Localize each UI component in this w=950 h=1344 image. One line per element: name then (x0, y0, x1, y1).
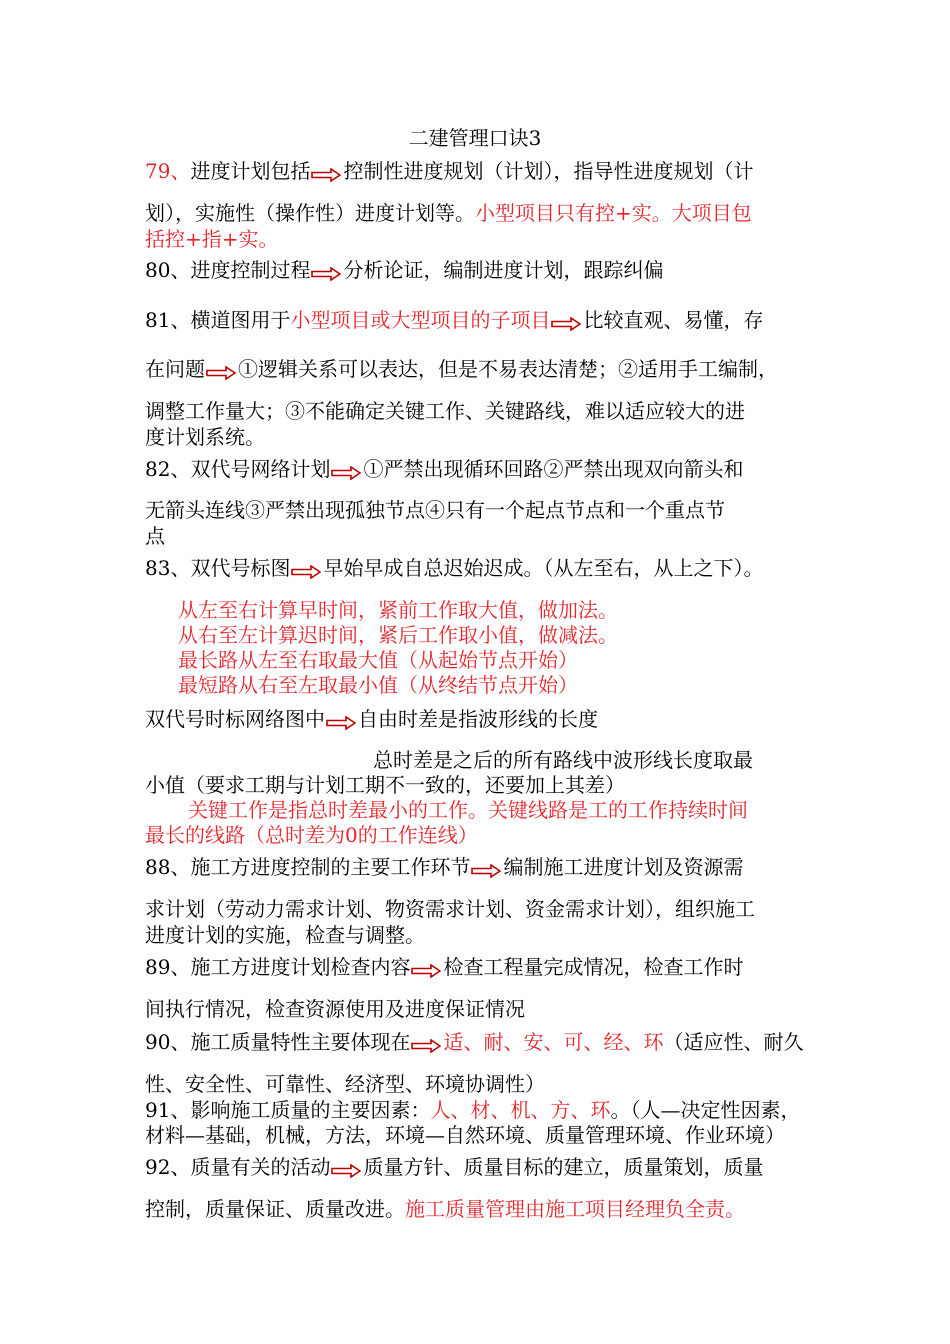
item-90-line-2: 性、安全性、可靠性、经济型、环境协调性） (145, 1072, 545, 1096)
item-83-rule-3: 最长路从左至右取最大值（从起始节点开始） (178, 648, 578, 672)
item-82-line-3: 点 (145, 524, 165, 548)
item-81-line-3: 调整工作量大；③不能确定关键工作、关键路线，难以适应较大的进 (145, 399, 745, 423)
item-83-line-4: 小值（要求工期与计划工期不一致的，还要加上其差） (145, 773, 625, 797)
item-83-line-2: 双代号时标网络图中 自由时差是指波形线的长度 (145, 707, 598, 731)
item-79-line-1: 79、进度计划包括 控制性进度规划（计划），指导性进度规划（计 (145, 159, 754, 183)
item-83-rule-4: 最短路从右至左取最小值（从终结节点开始） (178, 673, 578, 697)
item-88-line-2: 求计划（劳动力需求计划、物资需求计划、资金需求计划），组织施工 (145, 897, 755, 921)
item-81-line-4: 度计划系统。 (145, 425, 265, 449)
item-83-rule-2: 从右至左计算迟时间，紧后工作取小值，做减法。 (178, 623, 618, 647)
right-arrow-icon (471, 864, 501, 878)
item-83-line-3: 总时差是之后的所有路线中波形线长度取最 (373, 748, 753, 772)
right-arrow-icon (411, 964, 441, 978)
item-92-highlight: 施工质量管理由施工项目经理负全责。 (405, 1197, 745, 1221)
item-92-line-2: 控制，质量保证、质量改进。施工质量管理由施工项目经理负全责。 (145, 1197, 745, 1221)
item-79-highlight: 小型项目只有控+实。大项目包 (475, 201, 752, 225)
item-83-line-5: 关键工作是指总时差最小的工作。关键线路是工的工作持续时间 (188, 798, 748, 822)
item-81-highlight: 小型项目或大型项目的子项目 (290, 308, 551, 332)
page-title: 二建管理口诀3 (408, 126, 542, 150)
right-arrow-icon (551, 317, 581, 331)
item-81-line-2: 在问题 ①逻辑关系可以表达，但是不易表达清楚；②适用手工编制， (145, 357, 778, 381)
right-arrow-icon (311, 267, 341, 281)
item-79-line-3: 括控+指+实。 (145, 227, 279, 251)
right-arrow-icon (331, 466, 361, 480)
item-88-line-3: 进度计划的实施，检查与调整。 (145, 923, 425, 947)
item-90-highlight: 适、耐、安、可、经、环 (443, 1030, 664, 1054)
right-arrow-icon (291, 565, 321, 579)
item-81-line-1: 81、横道图用于小型项目或大型项目的子项目 比较直观、易懂，存 (145, 308, 764, 332)
item-92-line-1: 92、质量有关的活动 质量方针、质量目标的建立，质量策划，质量 (145, 1155, 764, 1179)
item-89-line-2: 间执行情况，检查资源使用及进度保证情况 (145, 997, 525, 1021)
item-91-line-2: 材料—基础，机械，方法，环境—自然环境、质量管理环境、作业环境） (145, 1123, 785, 1147)
right-arrow-icon (206, 366, 236, 380)
item-90-line-1: 90、施工质量特性主要体现在 适、耐、安、可、经、环（适应性、耐久 (145, 1030, 804, 1054)
item-80-line-1: 80、进度控制过程 分析论证，编制进度计划，跟踪纠偏 (145, 258, 664, 282)
item-83-rule-1: 从左至右计算早时间，紧前工作取大值，做加法。 (178, 598, 618, 622)
item-88-line-1: 88、施工方进度控制的主要工作环节 编制施工进度计划及资源需 (145, 855, 744, 879)
item-83-line-6: 最长的线路（总时差为0的工作连线） (145, 823, 478, 847)
right-arrow-icon (411, 1039, 441, 1053)
item-91-line-1: 91、影响施工质量的主要因素：人、材、机、方、环。（人—决定性因素， (145, 1098, 801, 1122)
right-arrow-icon (331, 1164, 361, 1178)
right-arrow-icon (326, 716, 356, 730)
item-83-line-1: 83、双代号标图 早始早成自总迟始迟成。（从左至右，从上之下）。 (145, 556, 764, 580)
item-91-highlight: 人、材、机、方、环 (430, 1098, 611, 1122)
item-79-line-2: 划），实施性（操作性）进度计划等。小型项目只有控+实。大项目包 (145, 201, 752, 225)
item-82-line-1: 82、双代号网络计划 ①严禁出现循环回路②严禁出现双向箭头和 (145, 457, 744, 481)
item-89-line-1: 89、施工方进度计划检查内容 检查工程量完成情况，检查工作时 (145, 955, 744, 979)
right-arrow-icon (311, 168, 341, 182)
item-79-number: 79、 (145, 159, 191, 183)
item-82-line-2: 无箭头连线③严禁出现孤独节点④只有一个起点节点和一个重点节 (145, 498, 725, 522)
